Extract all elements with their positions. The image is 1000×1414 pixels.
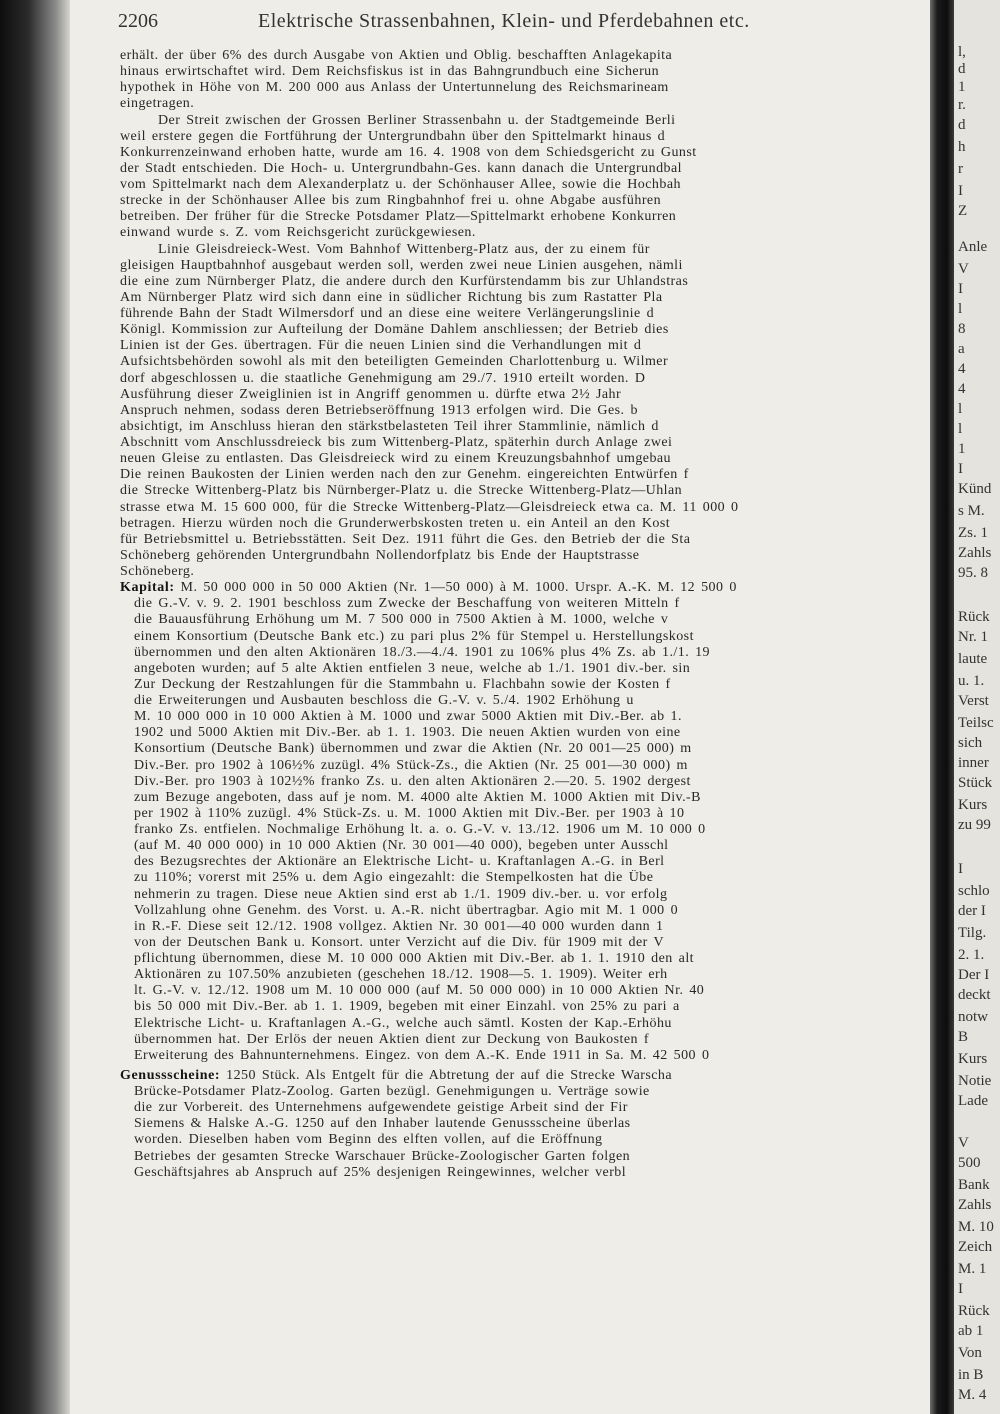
adjacent-page-fragment: 500	[958, 1155, 981, 1171]
text-line: Schöneberg gehörenden Untergrundbahn Nollendorfplatz bis Ende der Hauptstrasse	[120, 547, 640, 563]
text-line: Zur Deckung der Restzahlungen für die Stammbahn u. Flachbahn sowie der Kosten f	[134, 676, 671, 692]
genuss-first-text: 1250 Stück. Als Entgelt für die Abtretung der auf die Strecke Warscha	[226, 1067, 673, 1083]
adjacent-page-fragment: I	[958, 1281, 963, 1297]
adjacent-page-fragment: deckt	[958, 987, 991, 1003]
text-line: Betriebes der gesamten Strecke Warschauer Brücke-Zoologischer Garten folgen	[134, 1148, 631, 1164]
adjacent-page-fragment: der I	[958, 903, 986, 919]
text-line: (auf M. 40 000 000) in 10 000 Aktien (Nr. 30 001—40 000), begeben unter Ausschl	[134, 838, 669, 854]
adjacent-page-fragment: 4	[958, 381, 966, 397]
book-gutter-shadow	[930, 0, 954, 1414]
adjacent-page-strip	[954, 0, 1000, 1414]
adjacent-page-fragment: d	[958, 61, 966, 77]
text-line: die Strecke Wittenberg-Platz bis Nürnberger-Platz u. die Strecke Wittenberg-Platz—Uhlan	[120, 483, 683, 499]
kapital-first-line	[120, 580, 932, 596]
adjacent-page-fragment: d	[958, 117, 966, 133]
adjacent-page-fragment: 1	[958, 79, 966, 95]
text-line: angeboten wurden; auf 5 alte Aktien entfielen 3 neue, welche ab 1./1. 1901 div.-ber. sin	[134, 660, 691, 676]
text-line: franko Zs. entfielen. Nochmalige Erhöhung lt. a. o. G.-V. v. 13./12. 1906 um M. 10 000 0	[134, 822, 706, 837]
text-line: hypothek in Höhe von M. 200 000 aus Anlass der Untertunnelung des Reichsmarineam	[120, 80, 669, 96]
text-line: Vollzahlung ohne Genehm. des Vorst. u. A.-R. nicht übertragbar. Agio mit M. 1 000 0	[134, 902, 679, 918]
text-line: per 1902 à 110% zuzügl. 4% Stück-Zs. u. M. 1000 Aktien mit Div.-Ber. per 1903 à 10	[134, 805, 685, 821]
text-line: Linien ist der Ges. übertragen. Für die neuen Linien sind die Verhandlungen mit d	[120, 338, 642, 354]
text-line: erhält. der über 6% des durch Ausgabe von Aktien und Oblig. beschafften Anlagekapita	[120, 48, 673, 63]
adjacent-page-fragment: Stück	[958, 775, 993, 791]
adjacent-page-fragment: I	[958, 461, 963, 477]
adjacent-page-fragment: laute	[958, 651, 988, 667]
text-line: betreiben. Der früher für die Strecke Potsdamer Platz—Spittelmarkt erhobene Konkurren	[120, 209, 677, 225]
adjacent-page-fragment: r	[958, 161, 963, 177]
text-line: Anspruch nehmen, sodass deren Betriebseröffnung 1913 erfolgen wird. Die Ges. b	[120, 402, 638, 418]
text-line: Elektrische Licht- u. Kraftanlagen A.-G., welche auch sämtl. Kosten der Kap.-Erhöhu	[134, 1015, 672, 1031]
adjacent-page-fragment: Der I	[958, 967, 990, 983]
adjacent-page-fragment: notw	[958, 1009, 988, 1025]
text-line: gleisigen Hauptbahnhof ausgebaut werden soll, werden zwei neue Linien ausgehen, nämli	[120, 257, 683, 273]
text-line: Erweiterung des Bahnunternehmens. Eingez. von dem A.-K. Ende 1911 in Sa. M. 42 500 0	[134, 1047, 710, 1063]
adjacent-page-fragment: M. 4	[958, 1387, 987, 1403]
adjacent-page-fragment: Rück	[958, 1303, 990, 1319]
page-body	[120, 48, 932, 1408]
text-line: Brücke-Potsdamer Platz-Zoolog. Garten bezügl. Genehmigungen u. Verträge sowie	[134, 1084, 650, 1099]
adjacent-page-fragment: 2. 1.	[958, 947, 985, 963]
adjacent-page-fragment: Z	[958, 203, 968, 219]
adjacent-page-fragment: Kurs	[958, 1051, 988, 1067]
adjacent-page-fragment: 4	[958, 361, 966, 377]
text-line: absichtigt, im Anschluss hieran den stärkstbelasteten Teil ihrer Stammlinie, nämlich d	[120, 418, 659, 434]
text-line: neuen Gleise zu entlasten. Das Gleisdreieck wird zu einem Kreuzungsbahnhof umgebau	[120, 451, 672, 467]
text-line: Ausführung dieser Zweiglinien ist in Angriff genommen u. dürfte etwa 2½ Jahr	[120, 386, 622, 402]
text-line: weil erstere gegen die Fortführung der Untergrundbahn über den Spittelmarkt hinaus d	[120, 128, 666, 144]
adjacent-page-fragment: I	[958, 183, 963, 199]
adjacent-page-fragment: Verst	[958, 693, 989, 709]
adjacent-page-fragment: zu 99	[958, 817, 991, 833]
adjacent-page-fragment: 8	[958, 321, 966, 337]
adjacent-page-fragment: Rück	[958, 609, 990, 625]
text-line: Linie Gleisdreieck-West. Vom Bahnhof Wittenberg-Platz aus, der zu einem für	[158, 241, 650, 257]
text-line: übernommen und den alten Aktionären 18./3.—4./4. 1901 zu 106% plus 4% Zs. ab 1./1. 19	[134, 644, 711, 660]
adjacent-page-fragment: I	[958, 861, 963, 877]
adjacent-page-fragment: M. 1	[958, 1261, 987, 1277]
text-line: betragen. Hierzu würden noch die Grunderwerbskosten treten u. ein Anteil an den Kost	[120, 515, 671, 531]
adjacent-page-fragment: V	[958, 261, 969, 277]
text-line: zu 110%; vorerst mit 25% u. dem Agio eingezahlt: die Stempelkosten hat die Übe	[134, 870, 654, 886]
text-line: bis 50 000 mit Div.-Ber. ab 1. 1. 1909, begeben mit einer Einzahl. von 25% zu pari a	[134, 999, 680, 1015]
text-line: nehmerin zu tragen. Diese neue Aktien sind erst ab 1./1. 1909 div.-ber. u. vor erfolg	[134, 886, 668, 902]
text-line: Abschnitt vom Anschlussdreieck bis zum Wittenberg-Platz, späterhin durch Anlage zwei	[120, 435, 673, 450]
text-line: die eine zum Nürnberger Platz, die andere durch den Kurfürstendamm bis zur Uhlandstras	[120, 273, 689, 289]
paragraph-streit	[120, 113, 932, 242]
adjacent-page-fragment: Künd	[958, 481, 992, 497]
adjacent-page-fragment: V	[958, 1135, 969, 1151]
adjacent-page-fragment: 1	[958, 441, 966, 457]
text-line: strasse etwa M. 15 600 000, für die Strecke Wittenberg-Platz—Gleisdreieck etwa ca. M. 11 000 0	[120, 499, 739, 515]
adjacent-page-fragment: M. 10	[958, 1219, 994, 1235]
text-line: hinaus erwirtschaftet wird. Dem Reichsfiskus ist in das Bahngrundbuch eine Sicherun	[120, 64, 660, 80]
paragraph-intro	[120, 48, 932, 113]
text-line: übernommen hat. Der Erlös der neuen Aktien dient zur Deckung von Baukosten f	[134, 1031, 650, 1047]
text-line: Aufsichtsbehörden sowohl als mit den beteiligten Gemeinden Charlottenburg u. Wilmer	[120, 354, 669, 370]
adjacent-page-fragment: a	[958, 341, 965, 357]
genussscheine-text	[120, 1084, 932, 1181]
text-line: für Betriebsmittel u. Betriebsstätten. Seit Dez. 1911 führt die Ges. den Betrieb der die Sta	[120, 531, 691, 547]
text-line: Schöneberg.	[120, 564, 195, 579]
section-genussscheine	[120, 1068, 932, 1181]
adjacent-page-fragment: inner	[958, 755, 989, 771]
text-line: M. 10 000 000 in 10 000 Aktien à M. 1000 und zwar 5000 Aktien mit Div.-Ber. ab 1.	[134, 709, 682, 725]
adjacent-page-fragment: u. 1.	[958, 673, 985, 689]
text-line: die Bauausführung Erhöhung um M. 7 500 000 in 7500 Aktien à M. 1000, welche v	[134, 612, 669, 628]
text-line: worden. Dieselben haben vom Beginn des elften vollen, auf die Eröffnung	[134, 1132, 603, 1148]
kapital-text	[120, 596, 932, 1064]
text-line: die G.-V. v. 9. 2. 1901 beschloss zum Zwecke der Beschaffung von weiteren Mitteln f	[134, 596, 680, 612]
text-line: eingetragen.	[120, 96, 195, 112]
adjacent-page-fragment: Nr. 1	[958, 629, 988, 645]
text-line: dorf abgeschlossen u. die staatliche Genehmigung am 29./7. 1910 erteilt worden. D	[120, 370, 646, 386]
text-line: Siemens & Halske A.-G. 1250 auf den Inhaber lautende Genussscheine überlas	[134, 1116, 631, 1132]
kapital-first-text: M. 50 000 000 in 50 000 Aktien (Nr. 1—50 000) à M. 1000. Urspr. A.-K. M. 12 500 0	[180, 580, 737, 596]
text-line: des Bezugsrechtes der Aktionäre an Elektrische Licht- u. Kraftanlagen A.-G. in Berl	[134, 854, 665, 870]
text-line: zum Bezuge angeboten, dass auf je nom. M. 4000 alte Aktien M. 1000 Aktien mit Div.-B	[134, 789, 701, 805]
text-line: einwand wurde s. Z. vom Reichsgericht zurückgewiesen.	[120, 225, 476, 241]
text-line: strecke in der Schönhauser Allee bis zum Ringbahnhof frei u. ohne Abgabe ausführen	[120, 193, 662, 209]
scan-dark-edge-left	[0, 0, 70, 1414]
adjacent-page-fragment: Tilg.	[958, 925, 987, 941]
text-line: Div.-Ber. pro 1903 à 102½% franko Zs. u. den alten Aktionären 2.—20. 5. 1902 dergest	[134, 773, 691, 789]
text-line: von der Deutschen Bank u. Konsort. unter Verzicht auf die Div. für 1909 mit der V	[134, 934, 665, 950]
adjacent-page-fragment: Lade	[958, 1093, 988, 1109]
page-number: 2206	[118, 10, 158, 32]
adjacent-page-fragment: Zahls	[958, 545, 992, 561]
adjacent-page-fragment: Teilsc	[958, 715, 994, 731]
text-line: pflichtung übernommen, diese M. 10 000 000 Aktien mit Div.-Ber. ab 1. 1. 1910 den alt	[134, 951, 694, 966]
adjacent-page-fragment: l	[958, 401, 963, 417]
running-title: Elektrische Strassenbahnen, Klein- und Pferdebahnen etc.	[258, 10, 750, 32]
text-line: einem Konsortium (Deutsche Bank etc.) zu pari plus 2% für Stempel u. Herstellungskost	[134, 628, 694, 644]
kapital-label: Kapital:	[120, 580, 175, 596]
adjacent-page-fragment: Notie	[958, 1073, 992, 1089]
adjacent-page-fragment: Zahls	[958, 1197, 992, 1213]
adjacent-page-fragment: l,	[958, 44, 966, 60]
text-line: vom Spittelmarkt nach dem Alexanderplatz u. der Schönhauser Allee, sowie die Hochbah	[120, 177, 681, 192]
text-line: Am Nürnberger Platz wird sich dann eine in südlicher Richtung bis zum Rastatter Pla	[120, 289, 663, 305]
adjacent-page-fragment: in B	[958, 1367, 984, 1383]
adjacent-page-fragment: Von	[958, 1345, 982, 1361]
adjacent-page-fragment: l	[958, 301, 963, 317]
adjacent-page-fragment: I	[958, 281, 963, 297]
text-line: Aktionären zu 107.50% anzubieten (geschehen 18./12. 1908—5. 1. 1909). Weiter erh	[134, 967, 668, 983]
adjacent-page-fragment: Zeich	[958, 1239, 993, 1255]
text-line: Der Streit zwischen der Grossen Berliner Strassenbahn u. der Stadtgemeinde Berli	[158, 112, 676, 128]
adjacent-page-fragment: schlo	[958, 883, 990, 899]
text-line: Konkurrenzeinwand erhoben hatte, wurde am 16. 4. 1908 von dem Schiedsgericht zu Gunst	[120, 144, 697, 160]
text-line: 1902 und 5000 Aktien mit Div.-Ber. ab 1. 1. 1903. Die neuen Aktien wurden von eine	[134, 725, 681, 741]
adjacent-page-fragment: l	[958, 421, 963, 437]
text-line: die zur Vorbereit. des Unternehmens aufgewendete geistige Arbeit sind der Fir	[134, 1100, 628, 1116]
adjacent-page-fragment: B	[958, 1029, 969, 1045]
adjacent-page-fragment: s M.	[958, 503, 985, 519]
adjacent-page-fragment: h	[958, 139, 966, 155]
text-line: lt. G.-V. v. 12./12. 1908 um M. 10 000 000 (auf M. 50 000 000) in 10 000 Aktien Nr. 40	[134, 983, 705, 999]
text-line: Die reinen Baukosten der Linien werden nach den zur Genehm. eingereichten Entwürfen f	[120, 467, 689, 483]
text-line: Konsortium (Deutsche Bank) übernommen und zwar die Aktien (Nr. 20 001—25 000) m	[134, 741, 692, 757]
adjacent-page-fragment: sich	[958, 735, 983, 751]
text-line: Div.-Ber. pro 1902 à 106½% zuzügl. 4% Stück-Zs., die Aktien (Nr. 25 001—30 000) m	[134, 757, 688, 773]
adjacent-page-fragment: Kurs	[958, 797, 988, 813]
section-kapital	[120, 580, 932, 1064]
adjacent-page-fragment: r.	[958, 97, 966, 113]
text-line: der Stadt entschieden. Die Hoch- u. Untergrundbahn-Ges. kann danach die Untergrundbal	[120, 160, 682, 176]
genuss-first-line	[120, 1068, 932, 1084]
page-header	[118, 10, 918, 32]
text-line: die Erweiterungen und Ausbauten beschloss die G.-V. v. 5./4. 1902 Erhöhung u	[134, 693, 634, 708]
paragraph-linie-gleisdreieck	[120, 242, 932, 581]
genussscheine-label: Genussscheine:	[120, 1067, 221, 1083]
text-line: Königl. Kommission zur Aufteilung der Domäne Dahlem anschliessen; der Betrieb dies	[120, 322, 669, 338]
text-line: Geschäftsjahres ab Anspruch auf 25% desjenigen Reingewinnes, welcher verbl	[134, 1164, 627, 1180]
adjacent-page-fragment: Zs. 1	[958, 525, 988, 541]
text-line: führende Bahn der Stadt Wilmersdorf und an diese eine weitere Verlängerungslinie d	[120, 306, 655, 321]
adjacent-page-fragment: 95. 8	[958, 565, 988, 581]
adjacent-page-fragment: Anle	[958, 239, 988, 255]
text-line: in R.-F. Diese seit 12./12. 1908 vollgez. Aktien Nr. 30 001—40 000 wurden dann 1	[134, 918, 664, 934]
adjacent-page-fragment: Bank	[958, 1177, 990, 1193]
adjacent-page-fragment: ab 1	[958, 1323, 984, 1339]
